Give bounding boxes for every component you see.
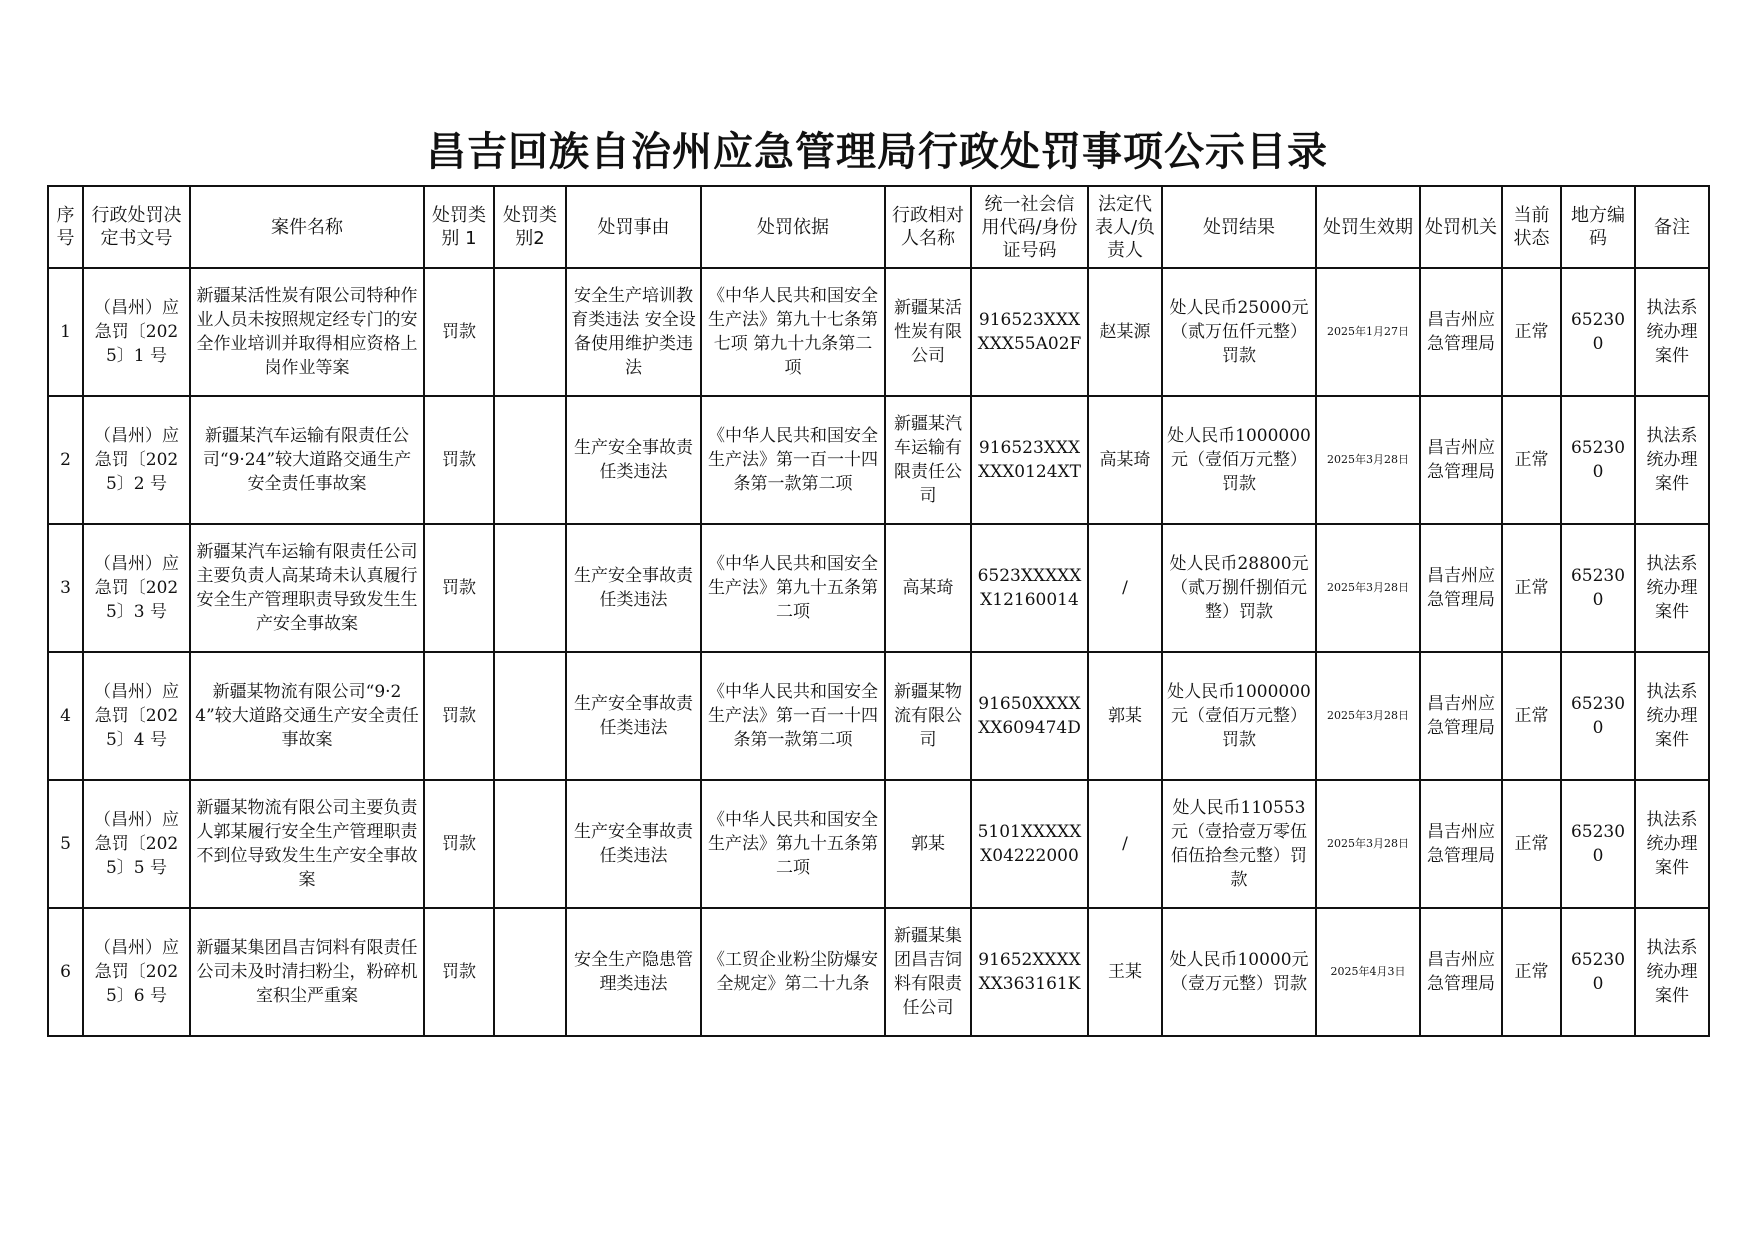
penalty-category-1-cell: 罚款 [424,268,494,396]
remarks-cell: 执法系统办理案件 [1635,268,1709,396]
effective-date-cell: 2025年3月28日 [1316,396,1420,524]
decision-number-cell: （昌州）应急罚〔2025〕2 号 [83,396,190,524]
penalty-reason-cell: 生产安全事故责任类违法 [566,524,701,652]
penalty-authority-cell: 昌吉州应急管理局 [1420,396,1502,524]
credit-code-cell: 91652XXXXXX363161K [971,908,1088,1036]
table-row [48,268,1709,396]
credit-code-cell: 916523XXXXXX0124XT [971,396,1088,524]
legal-representative-cell: / [1088,780,1162,908]
decision-number-cell: （昌州）应急罚〔2025〕4 号 [83,652,190,780]
legal-representative-cell: 郭某 [1088,652,1162,780]
table-row [48,524,1709,652]
penalty-result-cell: 处人民币28800元（贰万捌仟捌佰元整）罚款 [1162,524,1316,652]
row-number-cell: 2 [48,396,83,524]
remarks-cell: 执法系统办理案件 [1635,908,1709,1036]
current-status-cell: 正常 [1502,908,1561,1036]
penalty-category-2-cell [494,652,566,780]
penalty-basis-cell: 《中华人民共和国安全生产法》第九十五条第二项 [701,780,885,908]
penalty-table [47,185,1710,1037]
credit-code-cell: 6523XXXXXX12160014 [971,524,1088,652]
penalty-category-2-cell [494,268,566,396]
penalty-authority-cell: 昌吉州应急管理局 [1420,652,1502,780]
current-status-cell: 正常 [1502,652,1561,780]
table-row [48,652,1709,780]
header-cell: 序号 [48,186,83,268]
header-cell: 行政相对人名称 [885,186,971,268]
remarks-cell: 执法系统办理案件 [1635,780,1709,908]
party-name-cell: 郭某 [885,780,971,908]
header-cell: 案件名称 [190,186,424,268]
header-cell: 处罚依据 [701,186,885,268]
region-code-cell: 652300 [1561,268,1635,396]
table-body [48,268,1709,1036]
penalty-authority-cell: 昌吉州应急管理局 [1420,908,1502,1036]
header-cell: 行政处罚决定书文号 [83,186,190,268]
penalty-category-1-cell: 罚款 [424,780,494,908]
remarks-cell: 执法系统办理案件 [1635,524,1709,652]
effective-date-cell: 2025年3月28日 [1316,652,1420,780]
current-status-cell: 正常 [1502,268,1561,396]
current-status-cell: 正常 [1502,524,1561,652]
header-cell: 当前状态 [1502,186,1561,268]
header-row [48,186,1709,268]
case-name-cell: 新疆某集团昌吉饲料有限责任公司未及时清扫粉尘，粉碎机室积尘严重案 [190,908,424,1036]
header-cell: 处罚类别 1 [424,186,494,268]
row-number-cell: 3 [48,524,83,652]
table-row [48,396,1709,524]
penalty-category-2-cell [494,524,566,652]
legal-representative-cell: 赵某源 [1088,268,1162,396]
penalty-authority-cell: 昌吉州应急管理局 [1420,268,1502,396]
penalty-authority-cell: 昌吉州应急管理局 [1420,524,1502,652]
case-name-cell: 新疆某汽车运输有限责任公司“9·24”较大道路交通生产安全责任事故案 [190,396,424,524]
row-number-cell: 1 [48,268,83,396]
region-code-cell: 652300 [1561,396,1635,524]
effective-date-cell: 2025年4月3日 [1316,908,1420,1036]
party-name-cell: 新疆某物流有限公司 [885,652,971,780]
penalty-category-2-cell [494,780,566,908]
penalty-reason-cell: 生产安全事故责任类违法 [566,396,701,524]
party-name-cell: 新疆某汽车运输有限责任公司 [885,396,971,524]
header-cell: 地方编码 [1561,186,1635,268]
penalty-result-cell: 处人民币10000元（壹万元整）罚款 [1162,908,1316,1036]
credit-code-cell: 916523XXXXXX55A02F [971,268,1088,396]
decision-number-cell: （昌州）应急罚〔2025〕3 号 [83,524,190,652]
penalty-basis-cell: 《中华人民共和国安全生产法》第九十五条第二项 [701,524,885,652]
region-code-cell: 652300 [1561,652,1635,780]
header-cell: 法定代表人/负责人 [1088,186,1162,268]
table-row [48,908,1709,1036]
penalty-reason-cell: 生产安全事故责任类违法 [566,652,701,780]
penalty-result-cell: 处人民币1000000元（壹佰万元整）罚款 [1162,396,1316,524]
region-code-cell: 652300 [1561,524,1635,652]
header-cell: 备注 [1635,186,1709,268]
penalty-basis-cell: 《中华人民共和国安全生产法》第一百一十四条第一款第二项 [701,652,885,780]
decision-number-cell: （昌州）应急罚〔2025〕6 号 [83,908,190,1036]
header-cell: 处罚类别2 [494,186,566,268]
penalty-basis-cell: 《工贸企业粉尘防爆安全规定》第二十九条 [701,908,885,1036]
table-row [48,780,1709,908]
penalty-reason-cell: 安全生产培训教育类违法 安全设备使用维护类违法 [566,268,701,396]
current-status-cell: 正常 [1502,780,1561,908]
header-cell: 处罚事由 [566,186,701,268]
effective-date-cell: 2025年3月28日 [1316,780,1420,908]
penalty-reason-cell: 安全生产隐患管理类违法 [566,908,701,1036]
case-name-cell: 新疆某物流有限公司“9·24”较大道路交通生产安全责任事故案 [190,652,424,780]
effective-date-cell: 2025年3月28日 [1316,524,1420,652]
case-name-cell: 新疆某汽车运输有限责任公司主要负责人高某琦未认真履行安全生产管理职责导致发生生产安全事故案 [190,524,424,652]
region-code-cell: 652300 [1561,780,1635,908]
party-name-cell: 新疆某集团昌吉饲料有限责任公司 [885,908,971,1036]
penalty-category-2-cell [494,908,566,1036]
credit-code-cell: 91650XXXXXX609474D [971,652,1088,780]
penalty-reason-cell: 生产安全事故责任类违法 [566,780,701,908]
remarks-cell: 执法系统办理案件 [1635,652,1709,780]
legal-representative-cell: 高某琦 [1088,396,1162,524]
effective-date-cell: 2025年1月27日 [1316,268,1420,396]
header-cell: 统一社会信用代码/身份证号码 [971,186,1088,268]
case-name-cell: 新疆某活性炭有限公司特种作业人员未按照规定经专门的安全作业培训并取得相应资格上岗作业等案 [190,268,424,396]
penalty-category-1-cell: 罚款 [424,524,494,652]
penalty-category-1-cell: 罚款 [424,396,494,524]
case-name-cell: 新疆某物流有限公司主要负责人郭某履行安全生产管理职责不到位导致发生生产安全事故案 [190,780,424,908]
penalty-category-1-cell: 罚款 [424,652,494,780]
penalty-category-1-cell: 罚款 [424,908,494,1036]
decision-number-cell: （昌州）应急罚〔2025〕1 号 [83,268,190,396]
row-number-cell: 6 [48,908,83,1036]
current-status-cell: 正常 [1502,396,1561,524]
region-code-cell: 652300 [1561,908,1635,1036]
legal-representative-cell: / [1088,524,1162,652]
penalty-result-cell: 处人民币110553元（壹拾壹万零伍佰伍拾叁元整）罚款 [1162,780,1316,908]
legal-representative-cell: 王某 [1088,908,1162,1036]
penalty-result-cell: 处人民币1000000元（壹佰万元整）罚款 [1162,652,1316,780]
header-cell: 处罚机关 [1420,186,1502,268]
credit-code-cell: 5101XXXXXX04222000 [971,780,1088,908]
party-name-cell: 高某琦 [885,524,971,652]
header-cell: 处罚生效期 [1316,186,1420,268]
header-cell: 处罚结果 [1162,186,1316,268]
penalty-basis-cell: 《中华人民共和国安全生产法》第一百一十四条第一款第二项 [701,396,885,524]
penalty-authority-cell: 昌吉州应急管理局 [1420,780,1502,908]
remarks-cell: 执法系统办理案件 [1635,396,1709,524]
row-number-cell: 4 [48,652,83,780]
page-title: 昌吉回族自治州应急管理局行政处罚事项公示目录 [426,128,1328,175]
party-name-cell: 新疆某活性炭有限公司 [885,268,971,396]
penalty-result-cell: 处人民币25000元（贰万伍仟元整）罚款 [1162,268,1316,396]
penalty-basis-cell: 《中华人民共和国安全生产法》第九十七条第七项 第九十九条第二项 [701,268,885,396]
decision-number-cell: （昌州）应急罚〔2025〕5 号 [83,780,190,908]
penalty-category-2-cell [494,396,566,524]
row-number-cell: 5 [48,780,83,908]
